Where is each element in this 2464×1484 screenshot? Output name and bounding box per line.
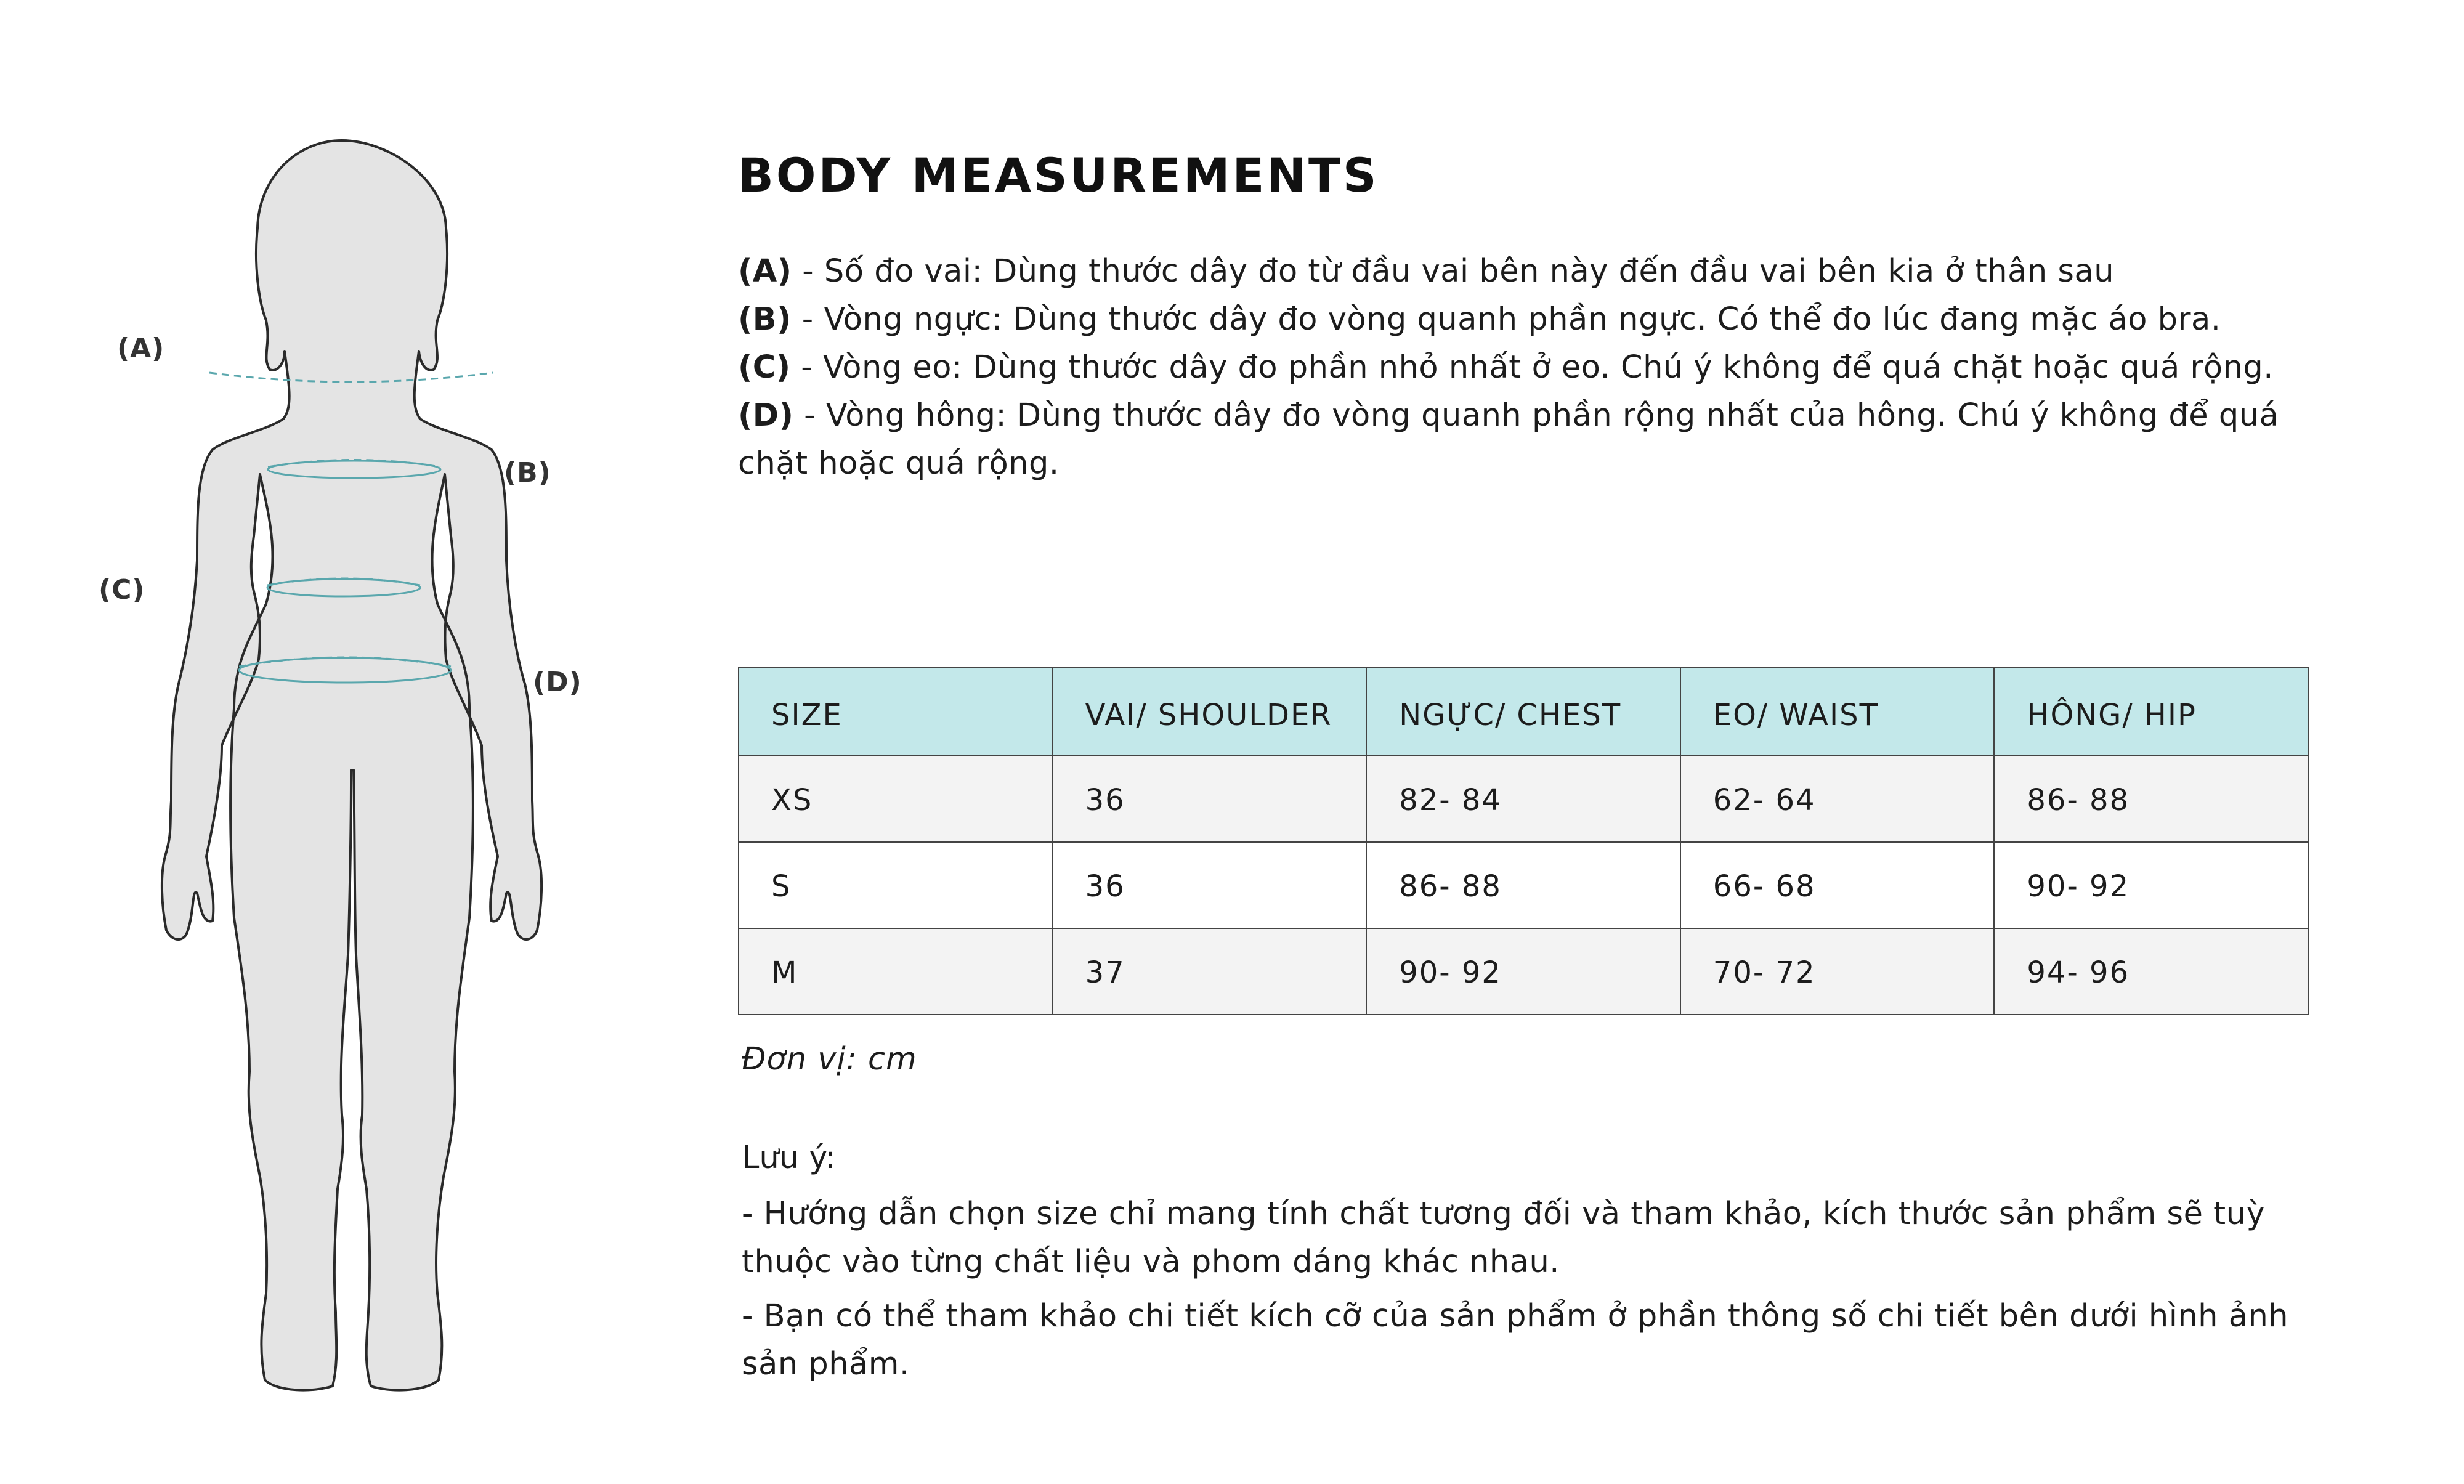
body-silhouette-illustration: [92, 129, 585, 1417]
label-c: (C): [99, 574, 145, 606]
table-row: [739, 756, 2308, 842]
description-text: - Vòng ngực: Dùng thước dây đo vòng quanh phần ngực. Có thể đo lúc đang mặc áo bra.: [792, 301, 2221, 338]
cell-chest: 90- 92: [1366, 928, 1680, 1015]
label-b: (B): [504, 457, 551, 489]
cell-size: M: [739, 928, 1053, 1015]
description-hip: [738, 392, 2315, 488]
label-a: (A): [117, 333, 165, 364]
description-key: (C): [738, 349, 791, 386]
measurement-descriptions: [738, 248, 2315, 488]
description-text: - Vòng hông: Dùng thước dây đo vòng quanh phần rộng nhất của hông. Chú ý không để quá chặt hoặc quá rộng.: [738, 397, 2279, 482]
cell-waist: 66- 68: [1680, 842, 1995, 928]
description-waist: [738, 344, 2315, 392]
notes-title: Lưu ý:: [742, 1140, 836, 1176]
note-item: - Bạn có thể tham khảo chi tiết kích cỡ của sản phẩm ở phần thông số chi tiết bên dưới hình ảnh sản phẩm.: [742, 1298, 2289, 1382]
cell-chest: 86- 88: [1366, 842, 1680, 928]
cell-shoulder: 37: [1053, 928, 1367, 1015]
header-waist: EO/ WAIST: [1680, 667, 1995, 756]
description-text: - Số đo vai: Dùng thước dây đo từ đầu vai bên này đến đầu vai bên kia ở thân sau: [792, 253, 2115, 290]
cell-size: S: [739, 842, 1053, 928]
unit-note: Đơn vị: cm: [742, 1041, 917, 1077]
description-text: - Vòng eo: Dùng thước dây đo phần nhỏ nhất ở eo. Chú ý không để quá chặt hoặc quá rộng.: [790, 349, 2274, 386]
cell-hip: 86- 88: [1994, 756, 2308, 842]
table-row: [739, 928, 2308, 1015]
cell-size: XS: [739, 756, 1053, 842]
body-silhouette: [162, 140, 541, 1390]
size-chart-table: [738, 667, 2309, 1015]
header-size: SIZE: [739, 667, 1053, 756]
cell-waist: 62- 64: [1680, 756, 1995, 842]
table-row: [739, 842, 2308, 928]
header-chest: NGỰC/ CHEST: [1366, 667, 1680, 756]
cell-chest: 82- 84: [1366, 756, 1680, 842]
header-shoulder: VAI/ SHOULDER: [1053, 667, 1367, 756]
header-hip: HÔNG/ HIP: [1994, 667, 2308, 756]
description-key: (B): [738, 301, 792, 338]
description-key: (D): [738, 397, 794, 434]
cell-shoulder: 36: [1053, 756, 1367, 842]
page-title: BODY MEASUREMENTS: [738, 148, 1379, 203]
cell-shoulder: 36: [1053, 842, 1367, 928]
label-d: (D): [533, 667, 582, 698]
description-key: (A): [738, 253, 792, 290]
notes-list: [742, 1190, 2319, 1395]
description-shoulder: [738, 248, 2315, 296]
body-figure: [92, 129, 585, 1417]
description-chest: [738, 296, 2315, 344]
note-item: - Hướng dẫn chọn size chỉ mang tính chất tương đối và tham khảo, kích thước sản phẩm sẽ tuỳ thuộc vào từng chất liệu và phom dáng khác nhau.: [742, 1196, 2266, 1280]
cell-hip: 94- 96: [1994, 928, 2308, 1015]
table-header-row: [739, 667, 2308, 756]
cell-hip: 90- 92: [1994, 842, 2308, 928]
cell-waist: 70- 72: [1680, 928, 1995, 1015]
